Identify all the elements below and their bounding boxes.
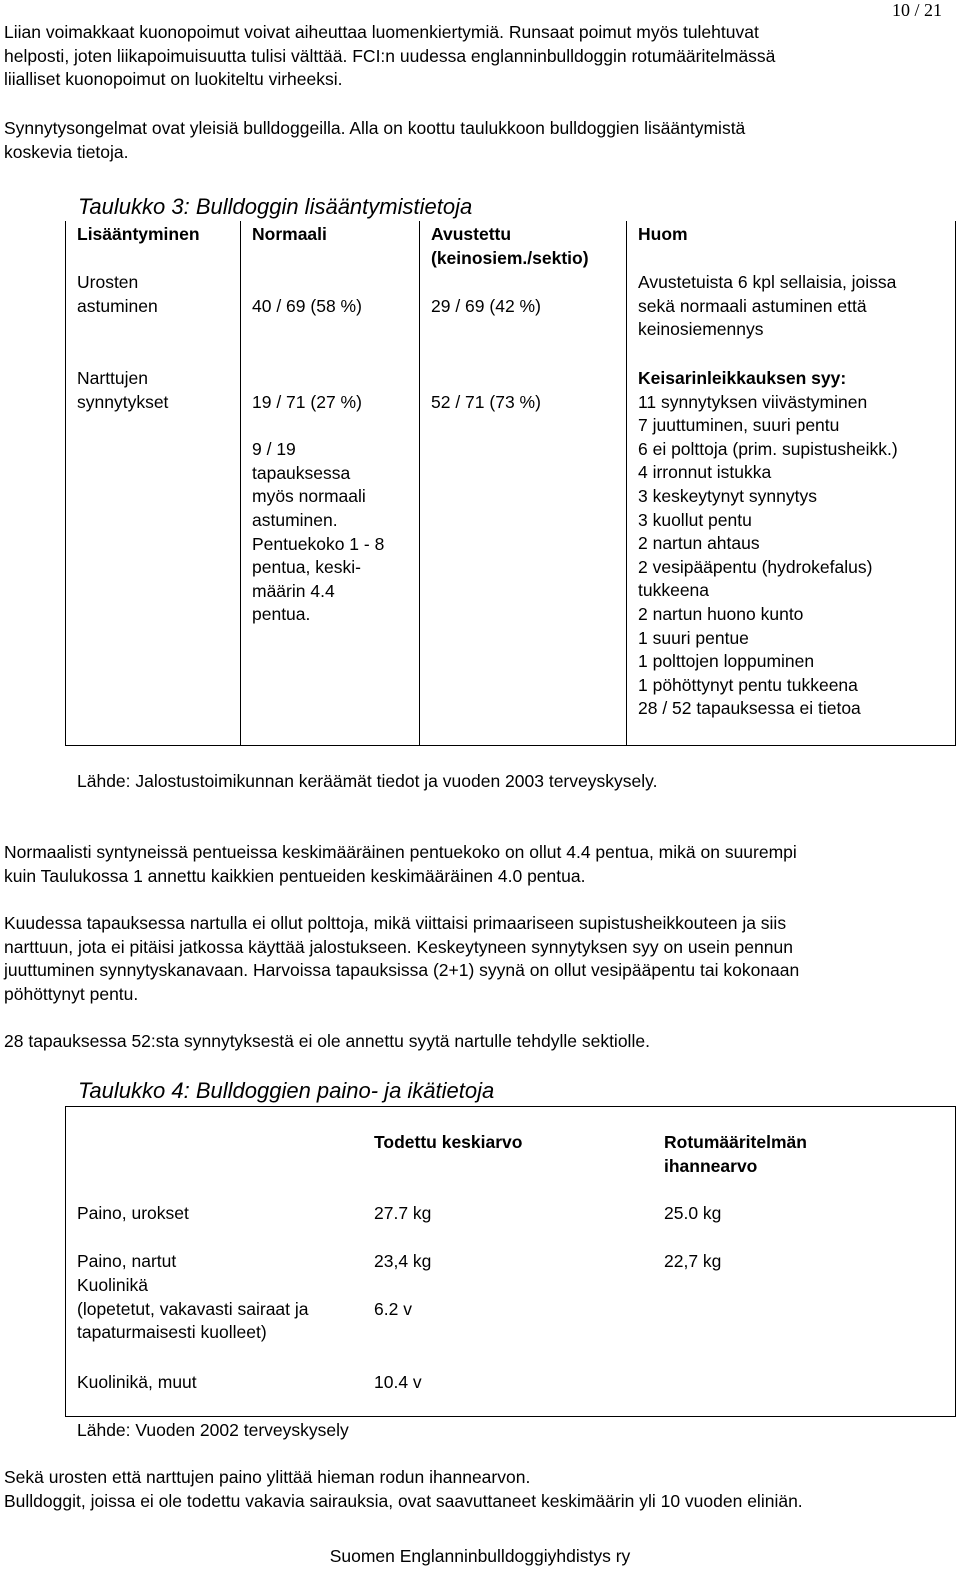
page-footer: Suomen Englanninbulldoggiyhdistys ry: [329, 1546, 631, 1566]
label-line: Kuolinikä: [77, 1275, 149, 1295]
table3-row2-normal: [252, 391, 384, 627]
table3-row1-note: [638, 271, 896, 342]
table3-caption: Taulukko 3: Bulldoggin lisääntymistietoja: [78, 194, 473, 219]
text-line: Sekä urosten että narttujen paino ylittää hieman rodun ihannearvon.: [4, 1467, 531, 1487]
table-border: [955, 221, 956, 746]
note-line: 2 nartun huono kunto: [638, 603, 804, 624]
table-border: [419, 221, 420, 746]
text-line: koskevia tietoja.: [4, 141, 129, 162]
note-line: 3 kuollut pentu: [638, 509, 752, 530]
normal-extra-line: Pentuekoko 1 - 8: [252, 533, 385, 554]
table4-header-average: Todettu keskiarvo: [374, 1132, 523, 1152]
table4-source: Lähde: Vuoden 2002 terveyskysely: [77, 1420, 349, 1440]
table3-row1-normal: 40 / 69 (58 %): [252, 296, 362, 316]
table4-row-label: Paino, nartut: [77, 1251, 177, 1271]
table4-caption: Taulukko 4: Bulldoggien paino- ja ikätietoja: [78, 1078, 495, 1103]
text-line: kuin Taulukossa 1 annettu kaikkien pentueiden keskimääräinen 4.0 pentua.: [4, 865, 586, 886]
table3-header-normaali: Normaali: [252, 224, 327, 244]
normal-extra-line: myös normaali: [252, 486, 366, 507]
note-line: 4 irronnut istukka: [638, 462, 772, 483]
table4-row-label: Paino, urokset: [77, 1203, 189, 1223]
table4-row-average: 10.4 v: [374, 1372, 422, 1392]
text-line: pöhöttynyt pentu.: [4, 983, 139, 1004]
text-line: Synnytysongelmat ovat yleisiä bulldoggeilla. Alla on koottu taulukkoon bulldoggien lisääntymistä: [4, 118, 746, 138]
text-line: helposti, joten liikapoimuisuutta tulisi välttää. FCI:n uudessa englanninbulldoggin rotumääritelmässä: [4, 45, 776, 66]
table-border: [65, 1106, 956, 1107]
table4-row-average: 27.7 kg: [374, 1203, 432, 1223]
label-line: (lopetetut, vakavasti sairaat ja: [77, 1298, 309, 1319]
table3-row2-label: [77, 367, 168, 414]
note-line: Avustetuista 6 kpl sellaisia, joissa: [638, 272, 897, 292]
normal-extra-line: pentua, keski-: [252, 557, 361, 578]
header-line: ihannearvo: [664, 1155, 758, 1176]
table3-row2-note: [638, 367, 898, 721]
table4-row-average: 23,4 kg: [374, 1251, 432, 1271]
note-line: 1 pöhöttynyt pentu tukkeena: [638, 674, 858, 695]
header-line: Avustettu: [431, 224, 512, 244]
table4-row-ideal: 25.0 kg: [664, 1203, 722, 1223]
label-line: tapaturmaisesti kuolleet): [77, 1322, 267, 1343]
note-title: Keisarinleikkauksen syy:: [638, 368, 847, 388]
intro-paragraph-1: [4, 21, 775, 92]
text-line: narttuun, jota ei pitäisi jatkossa käyttää jalostukseen. Keskeytyneen synnytyksen syy on usein pennun: [4, 936, 793, 957]
table4-header-ideal: [664, 1131, 807, 1178]
note-line: 7 juuttuminen, suuri pentu: [638, 415, 840, 436]
table4-row-label: [77, 1274, 309, 1345]
table4-row-ideal: 22,7 kg: [664, 1251, 722, 1271]
note-line: keinosiemennys: [638, 319, 764, 340]
note-line: 28 / 52 tapauksessa ei tietoa: [638, 698, 861, 719]
body-paragraph-4: [4, 912, 799, 1006]
intro-paragraph-2: [4, 117, 745, 164]
page-number: 10 / 21: [891, 0, 942, 20]
note-line: 2 vesipääpentu (hydrokefalus): [638, 556, 873, 577]
table3-row2-assisted: 52 / 71 (73 %): [431, 392, 541, 412]
note-line: tukkeena: [638, 580, 710, 601]
closing-paragraph: [4, 1466, 803, 1513]
text-line: juuttuminen synnytyskanavaan. Harvoissa tapauksissa (2+1) syynä on ollut vesipääpentu tai kokonaan: [4, 960, 800, 981]
body-paragraph-5: 28 tapauksessa 52:sta synnytyksestä ei ole annettu syytä nartulle tehdylle sektiolle.: [4, 1031, 650, 1051]
table3-header-avustettu: [431, 223, 589, 270]
note-line: 6 ei polttoja (prim. supistusheikk.): [638, 438, 898, 459]
table3-row1-label: [77, 271, 158, 318]
text-line: Bulldoggit, joissa ei ole todettu vakavia sairauksia, ovat saavuttaneet keskimäärin yli 10 vuoden eliniän.: [4, 1490, 803, 1511]
table-border: [955, 1106, 956, 1417]
table-border: [626, 221, 627, 746]
label-line: Narttujen: [77, 368, 149, 388]
table-border: [65, 745, 956, 746]
note-line: 11 synnytyksen viivästyminen: [638, 391, 868, 412]
table3-row1-assisted: 29 / 69 (42 %): [431, 296, 541, 316]
note-line: 3 keskeytynyt synnytys: [638, 485, 817, 506]
note-line: 2 nartun ahtaus: [638, 533, 760, 554]
text-line: Liian voimakkaat kuonopoimut voivat aiheuttaa luomenkiertymiä. Runsaat poimut myös tulehtuvat: [4, 22, 759, 42]
header-line: (keinosiem./sektio): [431, 247, 589, 268]
table4-row-label: Kuolinikä, muut: [77, 1372, 197, 1392]
table-border: [240, 221, 241, 746]
label-line: astuminen: [77, 295, 158, 316]
header-line: Rotumääritelmän: [664, 1132, 807, 1152]
table3-header-lisaantyminen: Lisääntyminen: [77, 224, 200, 244]
text-line: Normaalisti syntyneissä pentueissa keskimääräinen pentuekoko on ollut 4.4 pentua, mikä on suurempi: [4, 842, 797, 862]
table-border: [65, 1106, 66, 1417]
table3-header-huom: Huom: [638, 224, 688, 244]
normal-extra-line: 9 / 19: [252, 439, 296, 460]
normal-main: 19 / 71 (27 %): [252, 392, 362, 412]
normal-extra-line: määrin 4.4: [252, 580, 335, 601]
table-border: [65, 221, 66, 746]
body-paragraph-3: [4, 841, 797, 888]
note-line: 1 polttojen loppuminen: [638, 651, 815, 672]
text-line: Kuudessa tapauksessa nartulla ei ollut polttoja, mikä viittaisi primaariseen supistusheikkouteen ja siis: [4, 913, 787, 933]
table4-row-average: 6.2 v: [374, 1299, 412, 1319]
normal-extra-line: tapauksessa: [252, 462, 351, 483]
label-line: Urosten: [77, 272, 139, 292]
text-line: liialliset kuonopoimut on luokiteltu virheeksi.: [4, 69, 343, 90]
normal-extra-line: pentua.: [252, 604, 311, 625]
table3-source: Lähde: Jalostustoimikunnan keräämät tiedot ja vuoden 2003 terveyskysely.: [77, 771, 658, 791]
table-border: [65, 1416, 956, 1417]
note-line: 1 suuri pentue: [638, 627, 749, 648]
label-line: synnytykset: [77, 391, 169, 412]
normal-extra-line: astuminen.: [252, 509, 338, 530]
note-line: sekä normaali astuminen että: [638, 295, 867, 316]
